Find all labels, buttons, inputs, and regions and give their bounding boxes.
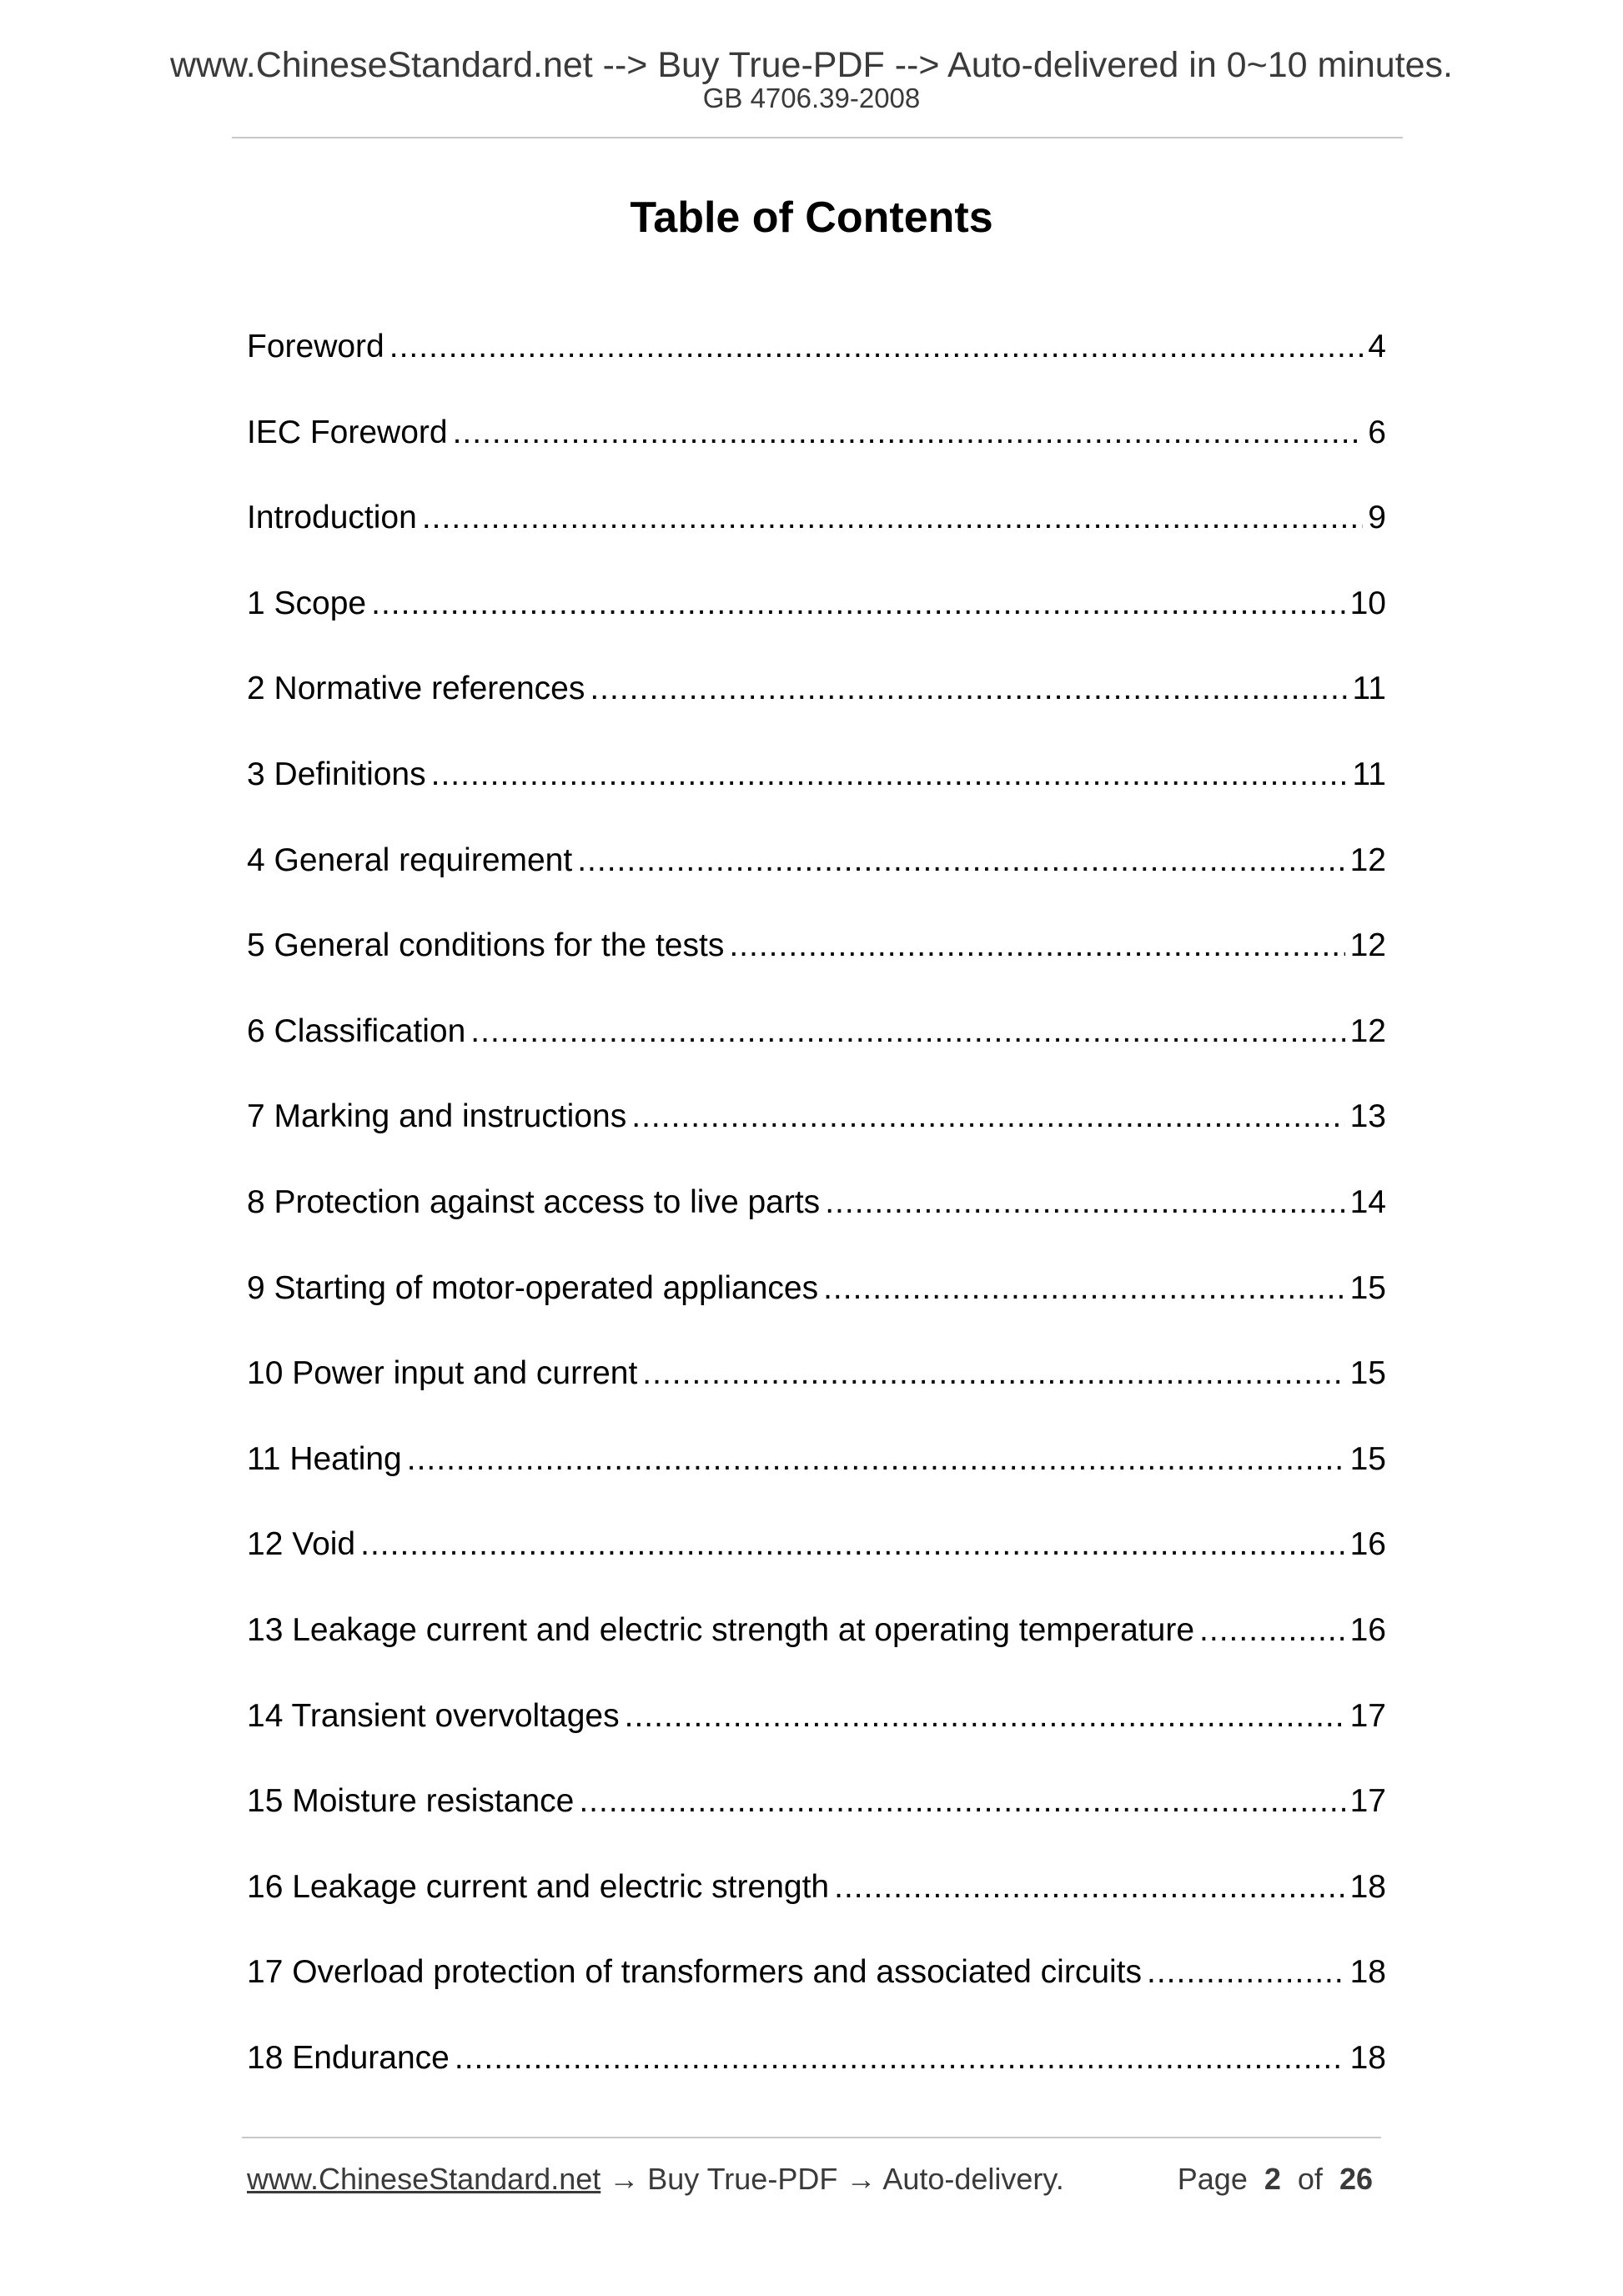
current-page-number: 2	[1264, 2162, 1281, 2196]
toc-entry[interactable]	[247, 1691, 1386, 1777]
toc-entry[interactable]	[247, 493, 1386, 579]
toc-dot-leader	[455, 2033, 1345, 2083]
toc-title: Table of Contents	[630, 193, 993, 242]
toc-entry[interactable]	[247, 1434, 1386, 1520]
toc-entry[interactable]	[247, 1947, 1386, 2033]
toc-entry-label: 5 General conditions for the tests	[247, 927, 725, 964]
toc-dot-leader	[1147, 1947, 1345, 1997]
toc-entry-label: 14 Transient overvoltages	[247, 1697, 620, 1734]
site-banner: www.ChineseStandard.net --> Buy True-PDF --> Auto-delivered in 0~10 minutes.	[169, 45, 1453, 85]
footer-site-link[interactable]: www.ChineseStandard.net	[247, 2162, 601, 2196]
toc-dot-leader	[360, 1520, 1344, 1570]
toc-dot-leader	[470, 1007, 1344, 1057]
toc-dot-leader	[577, 836, 1344, 886]
toc-entry-label: 7 Marking and instructions	[247, 1098, 627, 1135]
toc-dot-leader	[834, 1862, 1345, 1912]
toc-entry-page: 9	[1368, 500, 1386, 536]
toc-entry-page: 12	[1349, 927, 1386, 964]
toc-dot-leader	[625, 1691, 1345, 1741]
toc-dot-leader	[642, 1349, 1344, 1399]
toc-entry-page: 11	[1352, 756, 1386, 792]
toc-entry[interactable]	[247, 1264, 1386, 1349]
toc-dot-leader	[407, 1434, 1345, 1485]
toc-entry-label: 15 Moisture resistance	[247, 1783, 575, 1820]
toc-entry-label: 3 Definitions	[247, 756, 426, 792]
toc-entry-page: 11	[1352, 671, 1386, 707]
toc-entry-page: 10	[1349, 585, 1386, 621]
toc-entry[interactable]	[247, 664, 1386, 750]
toc-entry[interactable]	[247, 1776, 1386, 1862]
toc-entry-page: 6	[1368, 414, 1386, 450]
toc-entry[interactable]	[247, 408, 1386, 494]
footer-divider	[242, 2137, 1381, 2138]
toc-entry-label: 9 Starting of motor-operated appliances	[247, 1269, 819, 1306]
toc-entry-label: 18 Endurance	[247, 2039, 450, 2076]
page-word: Page	[1177, 2162, 1248, 2196]
toc-dot-leader	[1199, 1605, 1345, 1655]
toc-entry-label: 6 Classification	[247, 1012, 466, 1049]
toc-entry-label: 11 Heating	[247, 1440, 402, 1477]
toc-dot-leader	[631, 1092, 1344, 1142]
toc-entry-label: 12 Void	[247, 1526, 356, 1563]
toc-entry-page: 12	[1349, 1012, 1386, 1049]
toc-entry-page: 17	[1349, 1783, 1386, 1820]
toc-entry-page: 14	[1349, 1183, 1386, 1220]
toc-entry[interactable]	[247, 1007, 1386, 1093]
toc-dot-leader	[825, 1178, 1344, 1228]
toc-dot-leader	[389, 322, 1364, 372]
standard-number: GB 4706.39-2008	[702, 83, 921, 113]
toc-entry[interactable]	[247, 1605, 1386, 1691]
toc-entry[interactable]	[247, 322, 1386, 408]
toc-dot-leader	[729, 921, 1344, 971]
toc-dot-leader	[453, 408, 1364, 458]
toc-dot-leader	[579, 1776, 1344, 1826]
toc-entry[interactable]	[247, 1178, 1386, 1264]
toc-list	[247, 322, 1386, 2118]
toc-entry[interactable]	[247, 579, 1386, 665]
toc-entry-label: IEC Foreword	[247, 414, 448, 450]
toc-entry-label: 8 Protection against access to live parts	[247, 1183, 821, 1220]
toc-entry-label: Foreword	[247, 329, 384, 364]
toc-entry[interactable]	[247, 1862, 1386, 1948]
toc-entry[interactable]	[247, 1349, 1386, 1434]
toc-entry-label: Introduction	[247, 500, 417, 536]
toc-entry-label: 13 Leakage current and electric strength at operating temperature	[247, 1611, 1195, 1648]
toc-entry[interactable]	[247, 921, 1386, 1007]
toc-entry-label: 17 Overload protection of transformers and associated circuits	[247, 1954, 1143, 1991]
toc-dot-leader	[431, 750, 1348, 800]
toc-entry-page: 18	[1349, 1868, 1386, 1905]
footer-tagline: → Buy True-PDF → Auto-delivery.	[600, 2162, 1064, 2196]
toc-entry-page: 12	[1349, 842, 1386, 878]
toc-entry-page: 15	[1349, 1440, 1386, 1477]
of-word: of	[1297, 2162, 1323, 2196]
toc-dot-leader	[422, 493, 1363, 543]
toc-entry-page: 17	[1349, 1697, 1386, 1734]
toc-entry-label: 4 General requirement	[247, 842, 573, 878]
toc-entry[interactable]	[247, 836, 1386, 922]
toc-entry-page: 18	[1349, 1954, 1386, 1991]
toc-entry-label: 16 Leakage current and electric strength	[247, 1868, 830, 1905]
header-divider	[232, 137, 1403, 138]
toc-entry-page: 15	[1349, 1269, 1386, 1306]
toc-entry-page: 4	[1368, 329, 1386, 364]
toc-entry-label: 1 Scope	[247, 585, 367, 621]
toc-entry[interactable]	[247, 1092, 1386, 1178]
toc-entry[interactable]	[247, 750, 1386, 836]
toc-dot-leader	[823, 1264, 1345, 1314]
toc-dot-leader	[590, 664, 1347, 714]
page-indicator	[1178, 2158, 1373, 2200]
toc-entry-label: 10 Power input and current	[247, 1355, 638, 1392]
toc-entry-page: 13	[1349, 1098, 1386, 1135]
toc-entry-page: 15	[1349, 1355, 1386, 1392]
toc-entry[interactable]	[247, 1520, 1386, 1605]
footer-left	[247, 2158, 1064, 2200]
toc-entry-page: 16	[1349, 1526, 1386, 1563]
toc-entry-page: 18	[1349, 2039, 1386, 2076]
toc-entry-page: 16	[1349, 1611, 1386, 1648]
total-pages-number: 26	[1339, 2162, 1373, 2196]
toc-entry-label: 2 Normative references	[247, 671, 585, 707]
toc-dot-leader	[371, 579, 1345, 629]
toc-entry[interactable]	[247, 2033, 1386, 2119]
